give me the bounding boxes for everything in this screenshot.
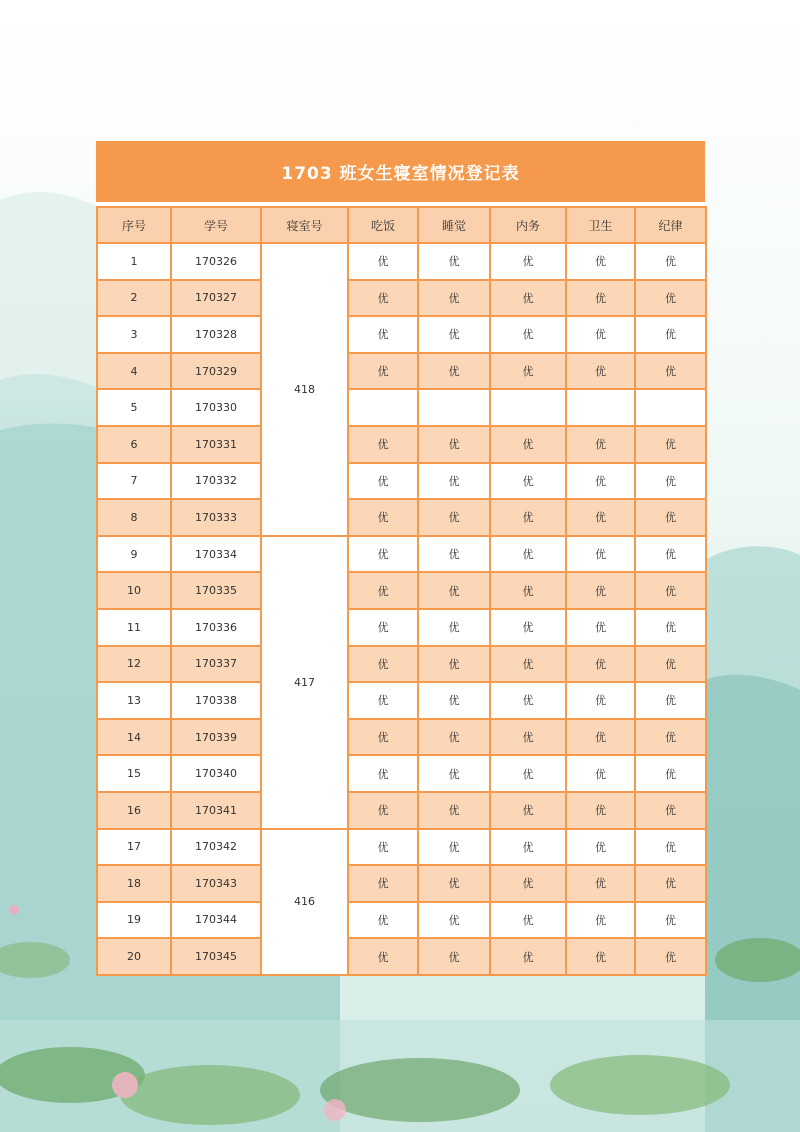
header-discipline: 纪律 <box>635 207 706 243</box>
eating-score-cell: 优 <box>348 463 418 500</box>
header-room: 寝室号 <box>261 207 348 243</box>
student-id-cell: 170344 <box>171 902 261 939</box>
row-index-cell: 16 <box>97 792 171 829</box>
table-row <box>97 316 706 353</box>
table-row <box>97 719 706 756</box>
discipline-score-cell: 优 <box>635 353 706 390</box>
row-index-cell: 11 <box>97 609 171 646</box>
hygiene-score-cell: 优 <box>566 682 635 719</box>
row-index-cell: 12 <box>97 646 171 683</box>
eating-score-cell: 优 <box>348 902 418 939</box>
student-id-cell: 170328 <box>171 316 261 353</box>
sleeping-score-cell: 优 <box>418 536 490 573</box>
sleeping-score-cell: 优 <box>418 243 490 280</box>
room-number-cell: 416 <box>261 829 348 975</box>
hygiene-score-cell: 优 <box>566 353 635 390</box>
eating-score-cell: 优 <box>348 316 418 353</box>
housekeeping-score-cell: 优 <box>490 463 566 500</box>
row-index-cell: 18 <box>97 865 171 902</box>
eating-score-cell <box>348 389 418 426</box>
sleeping-score-cell: 优 <box>418 353 490 390</box>
row-index-cell: 17 <box>97 829 171 866</box>
sleeping-score-cell <box>418 389 490 426</box>
student-id-cell: 170339 <box>171 719 261 756</box>
student-id-cell: 170330 <box>171 389 261 426</box>
discipline-score-cell: 优 <box>635 499 706 536</box>
sleeping-score-cell: 优 <box>418 865 490 902</box>
sleeping-score-cell: 优 <box>418 572 490 609</box>
table-row <box>97 938 706 975</box>
table-row <box>97 572 706 609</box>
discipline-score-cell: 优 <box>635 755 706 792</box>
header-index: 序号 <box>97 207 171 243</box>
discipline-score-cell: 优 <box>635 572 706 609</box>
eating-score-cell: 优 <box>348 243 418 280</box>
row-index-cell: 13 <box>97 682 171 719</box>
student-id-cell: 170327 <box>171 280 261 317</box>
lotus-bud <box>9 905 19 915</box>
table-row <box>97 792 706 829</box>
eating-score-cell: 优 <box>348 609 418 646</box>
housekeeping-score-cell: 优 <box>490 572 566 609</box>
student-id-cell: 170338 <box>171 682 261 719</box>
discipline-score-cell: 优 <box>635 865 706 902</box>
eating-score-cell: 优 <box>348 536 418 573</box>
header-hygiene: 卫生 <box>566 207 635 243</box>
sleeping-score-cell: 优 <box>418 426 490 463</box>
discipline-score-cell: 优 <box>635 609 706 646</box>
housekeeping-score-cell: 优 <box>490 243 566 280</box>
header-sleeping: 睡觉 <box>418 207 490 243</box>
sleeping-score-cell: 优 <box>418 463 490 500</box>
student-id-cell: 170343 <box>171 865 261 902</box>
table-row <box>97 902 706 939</box>
sleeping-score-cell: 优 <box>418 755 490 792</box>
row-index-cell: 15 <box>97 755 171 792</box>
hygiene-score-cell: 优 <box>566 426 635 463</box>
table-row <box>97 463 706 500</box>
student-id-cell: 170329 <box>171 353 261 390</box>
lotus-leaf <box>120 1065 300 1125</box>
housekeeping-score-cell: 优 <box>490 646 566 683</box>
hygiene-score-cell: 优 <box>566 280 635 317</box>
table-row <box>97 536 706 573</box>
student-id-cell: 170334 <box>171 536 261 573</box>
header-eating: 吃饭 <box>348 207 418 243</box>
discipline-score-cell: 优 <box>635 938 706 975</box>
sleeping-score-cell: 优 <box>418 829 490 866</box>
discipline-score-cell: 优 <box>635 682 706 719</box>
eating-score-cell: 优 <box>348 682 418 719</box>
discipline-score-cell: 优 <box>635 280 706 317</box>
student-id-cell: 170342 <box>171 829 261 866</box>
row-index-cell: 19 <box>97 902 171 939</box>
eating-score-cell: 优 <box>348 792 418 829</box>
student-id-cell: 170345 <box>171 938 261 975</box>
student-id-cell: 170341 <box>171 792 261 829</box>
housekeeping-score-cell: 优 <box>490 353 566 390</box>
housekeeping-score-cell: 优 <box>490 609 566 646</box>
discipline-score-cell: 优 <box>635 243 706 280</box>
room-number-cell: 418 <box>261 243 348 536</box>
eating-score-cell: 优 <box>348 646 418 683</box>
housekeeping-score-cell: 优 <box>490 829 566 866</box>
eating-score-cell: 优 <box>348 353 418 390</box>
sleeping-score-cell: 优 <box>418 280 490 317</box>
housekeeping-score-cell: 优 <box>490 792 566 829</box>
hygiene-score-cell: 优 <box>566 719 635 756</box>
table-row <box>97 353 706 390</box>
housekeeping-score-cell: 优 <box>490 280 566 317</box>
hygiene-score-cell: 优 <box>566 243 635 280</box>
row-index-cell: 2 <box>97 280 171 317</box>
hygiene-score-cell: 优 <box>566 463 635 500</box>
row-index-cell: 8 <box>97 499 171 536</box>
discipline-score-cell: 优 <box>635 829 706 866</box>
hygiene-score-cell: 优 <box>566 792 635 829</box>
student-id-cell: 170337 <box>171 646 261 683</box>
discipline-score-cell: 优 <box>635 646 706 683</box>
discipline-score-cell: 优 <box>635 463 706 500</box>
hygiene-score-cell: 优 <box>566 316 635 353</box>
hygiene-score-cell <box>566 389 635 426</box>
housekeeping-score-cell: 优 <box>490 316 566 353</box>
table-row <box>97 243 706 280</box>
page-title: 1703 班女生寝室情况登记表 <box>96 141 705 202</box>
eating-score-cell: 优 <box>348 280 418 317</box>
eating-score-cell: 优 <box>348 829 418 866</box>
discipline-score-cell: 优 <box>635 792 706 829</box>
table-row <box>97 280 706 317</box>
housekeeping-score-cell <box>490 389 566 426</box>
lotus-flower <box>324 1099 346 1121</box>
discipline-score-cell: 优 <box>635 536 706 573</box>
sleeping-score-cell: 优 <box>418 938 490 975</box>
eating-score-cell: 优 <box>348 755 418 792</box>
housekeeping-score-cell: 优 <box>490 682 566 719</box>
row-index-cell: 3 <box>97 316 171 353</box>
row-index-cell: 10 <box>97 572 171 609</box>
dorm-register-table <box>96 206 707 976</box>
discipline-score-cell: 优 <box>635 719 706 756</box>
sleeping-score-cell: 优 <box>418 316 490 353</box>
table-row <box>97 682 706 719</box>
table-row <box>97 755 706 792</box>
row-index-cell: 4 <box>97 353 171 390</box>
eating-score-cell: 优 <box>348 499 418 536</box>
row-index-cell: 1 <box>97 243 171 280</box>
hygiene-score-cell: 优 <box>566 646 635 683</box>
housekeeping-score-cell: 优 <box>490 902 566 939</box>
table-header-row <box>97 207 706 243</box>
row-index-cell: 9 <box>97 536 171 573</box>
row-index-cell: 6 <box>97 426 171 463</box>
table-row <box>97 865 706 902</box>
row-index-cell: 5 <box>97 389 171 426</box>
registration-card <box>96 141 705 1021</box>
student-id-cell: 170333 <box>171 499 261 536</box>
table-row <box>97 609 706 646</box>
row-index-cell: 14 <box>97 719 171 756</box>
hygiene-score-cell: 优 <box>566 499 635 536</box>
student-id-cell: 170332 <box>171 463 261 500</box>
table-row <box>97 389 706 426</box>
hygiene-score-cell: 优 <box>566 829 635 866</box>
header-housekeeping: 内务 <box>490 207 566 243</box>
row-index-cell: 20 <box>97 938 171 975</box>
header-student-id: 学号 <box>171 207 261 243</box>
student-id-cell: 170331 <box>171 426 261 463</box>
sleeping-score-cell: 优 <box>418 646 490 683</box>
hygiene-score-cell: 优 <box>566 902 635 939</box>
discipline-score-cell: 优 <box>635 316 706 353</box>
hygiene-score-cell: 优 <box>566 609 635 646</box>
housekeeping-score-cell: 优 <box>490 499 566 536</box>
table-row <box>97 426 706 463</box>
student-id-cell: 170340 <box>171 755 261 792</box>
eating-score-cell: 优 <box>348 719 418 756</box>
hygiene-score-cell: 优 <box>566 865 635 902</box>
sleeping-score-cell: 优 <box>418 499 490 536</box>
student-id-cell: 170326 <box>171 243 261 280</box>
eating-score-cell: 优 <box>348 865 418 902</box>
lotus-leaf <box>320 1058 520 1122</box>
eating-score-cell: 优 <box>348 426 418 463</box>
table-row <box>97 646 706 683</box>
sleeping-score-cell: 优 <box>418 719 490 756</box>
sleeping-score-cell: 优 <box>418 609 490 646</box>
row-index-cell: 7 <box>97 463 171 500</box>
sleeping-score-cell: 优 <box>418 682 490 719</box>
discipline-score-cell <box>635 389 706 426</box>
hygiene-score-cell: 优 <box>566 938 635 975</box>
housekeeping-score-cell: 优 <box>490 755 566 792</box>
table-row <box>97 499 706 536</box>
hygiene-score-cell: 优 <box>566 536 635 573</box>
hygiene-score-cell: 优 <box>566 572 635 609</box>
housekeeping-score-cell: 优 <box>490 426 566 463</box>
lotus-leaf <box>550 1055 730 1115</box>
discipline-score-cell: 优 <box>635 426 706 463</box>
student-id-cell: 170335 <box>171 572 261 609</box>
room-number-cell: 417 <box>261 536 348 829</box>
eating-score-cell: 优 <box>348 938 418 975</box>
housekeeping-score-cell: 优 <box>490 536 566 573</box>
housekeeping-score-cell: 优 <box>490 865 566 902</box>
eating-score-cell: 优 <box>348 572 418 609</box>
discipline-score-cell: 优 <box>635 902 706 939</box>
sleeping-score-cell: 优 <box>418 792 490 829</box>
housekeeping-score-cell: 优 <box>490 938 566 975</box>
sleeping-score-cell: 优 <box>418 902 490 939</box>
table-row <box>97 829 706 866</box>
student-id-cell: 170336 <box>171 609 261 646</box>
hygiene-score-cell: 优 <box>566 755 635 792</box>
lotus-flower <box>112 1072 138 1098</box>
housekeeping-score-cell: 优 <box>490 719 566 756</box>
